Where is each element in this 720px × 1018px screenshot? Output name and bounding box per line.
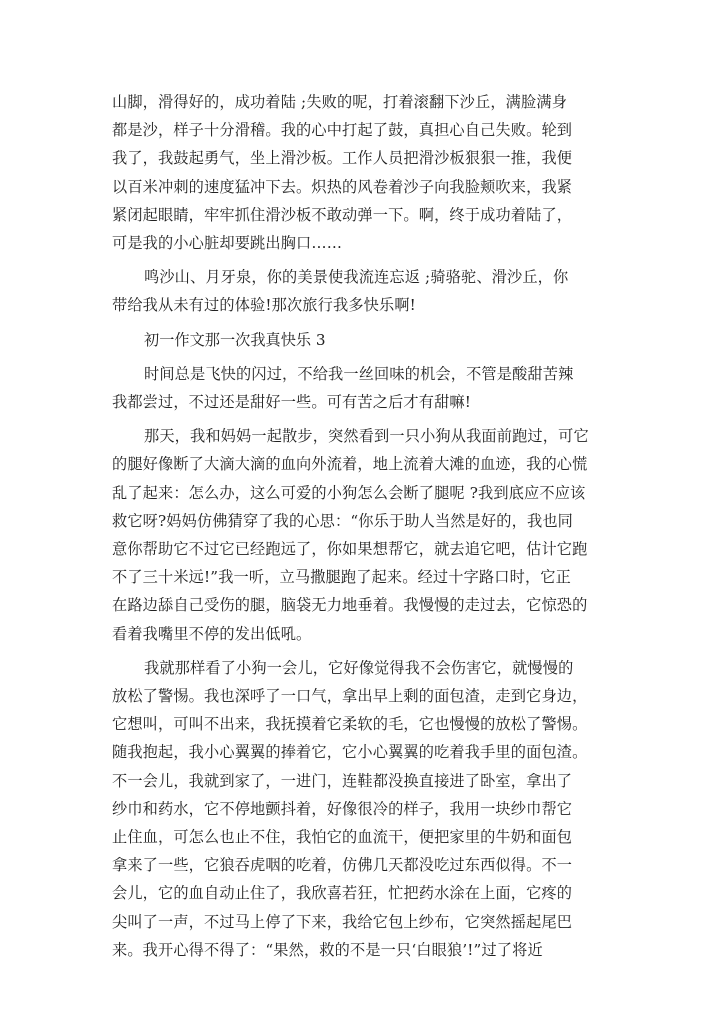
text-line: 时间总是飞快的闪过，不给我一丝回味的机会，不管是酸甜苦辣 [144,364,574,383]
text-line: 救它呀?妈妈仿佛猜穿了我的心思：“你乐于助人当然是好的，我也同 [112,511,573,530]
text-line: 鸣沙山、月牙泉，你的美景使我流连忘返 ;骑骆驼、滑沙丘，你 [144,268,569,287]
text-line: 不了三十米远!”我一听，立马撒腿跑了起来。经过十字路口时，它正 [112,568,571,587]
text-line: 在路边舔自己受伤的腿，脑袋无力地垂着。我慢慢的走过去，它惊恐的 [112,596,588,615]
text-line: 看着我嘴里不停的发出低吼。 [112,624,312,643]
paragraph-sand-sliding [112,88,604,257]
text-line: 随我抱起，我小心翼翼的捧着它，它小心翼翼的吃着我手里的面包渣。 [112,743,588,762]
text-line: 山脚，滑得好的，成功着陆 ;失败的呢，打着滚翻下沙丘，满脸满身 [112,93,568,111]
text-line: 它想叫，可叫不出来，我抚摸着它柔软的毛，它也慢慢的放松了警惕。 [112,715,588,734]
paragraph-helping-dog [112,654,604,964]
text-line: 意你帮助它不过它已经跑远了，你如果想帮它，就去追它吧，估计它跑 [112,540,588,559]
text-line: 会儿，它的血自动止住了，我欣喜若狂，忙把药水涂在上面，它疼的 [112,884,573,903]
text-line: 放松了警惕。我也深呼了一口气，拿出早上剩的面包渣，走到它身边， [112,687,588,706]
title-text: 初一作文那一次我真快乐 3 [144,330,326,349]
paragraph-found-dog [112,422,604,648]
text-line: 我都尝过，不过还是甜好一些。可有苦之后才有甜嘛! [112,393,472,412]
text-line: 以百米冲刺的速度猛冲下去。炽热的风卷着沙子向我脸颊吹来，我紧 [112,177,573,196]
text-line: 我就那样看了小狗一会儿，它好像觉得我不会伤害它，就慢慢的 [144,658,574,677]
text-line: 来。我开心得不得了：“果然，救的不是一只‘白眼狼’!”过了将近 [112,940,543,959]
text-line: 带给我从未有过的体验!那次旅行我多快乐啊! [112,296,416,315]
document-body [112,88,604,970]
paragraph-intro [112,360,604,416]
text-line: 那天，我和妈妈一起散步，突然看到一只小狗从我面前跑过，可它 [144,427,589,446]
text-line: 尖叫了一声，不过马上停了下来，我给它包上纱布，它突然摇起尾巴 [112,912,573,931]
text-line: 止住血，可怎么也止不住，我怕它的血流干，便把家里的牛奶和面包 [112,828,573,847]
text-line: 紧闭起眼睛，牢牢抓住滑沙板不敢动弹一下。啊，终于成功着陆了， [112,205,573,224]
text-line: 可是我的小心脏却要跳出胸口…… [112,234,343,253]
text-line: 乱了起来：怎么办，这么可爱的小狗怎么会断了腿呢 ?我到底应不应该 [112,483,586,502]
text-line: 的腿好像断了大滴大滴的血向外流着，地上流着大滩的血迹，我的心慌 [112,455,588,474]
paragraph-closing [112,263,604,319]
text-line: 纱巾和药水，它不停地颤抖着，好像很冷的样子，我用一块纱巾帮它 [112,799,573,818]
text-line: 不一会儿，我就到家了，一进门，连鞋都没换直接进了卧室，拿出了 [112,771,573,790]
essay-title [112,326,604,354]
text-line: 都是沙，样子十分滑稽。我的心中打起了鼓，真担心自己失败。轮到 [112,121,573,140]
text-line: 我了，我鼓起勇气，坐上滑沙板。工作人员把滑沙板狠狠一推，我便 [112,149,573,168]
text-line: 拿来了一些，它狼吞虎咽的吃着，仿佛几天都没吃过东西似得。不一 [112,856,573,875]
